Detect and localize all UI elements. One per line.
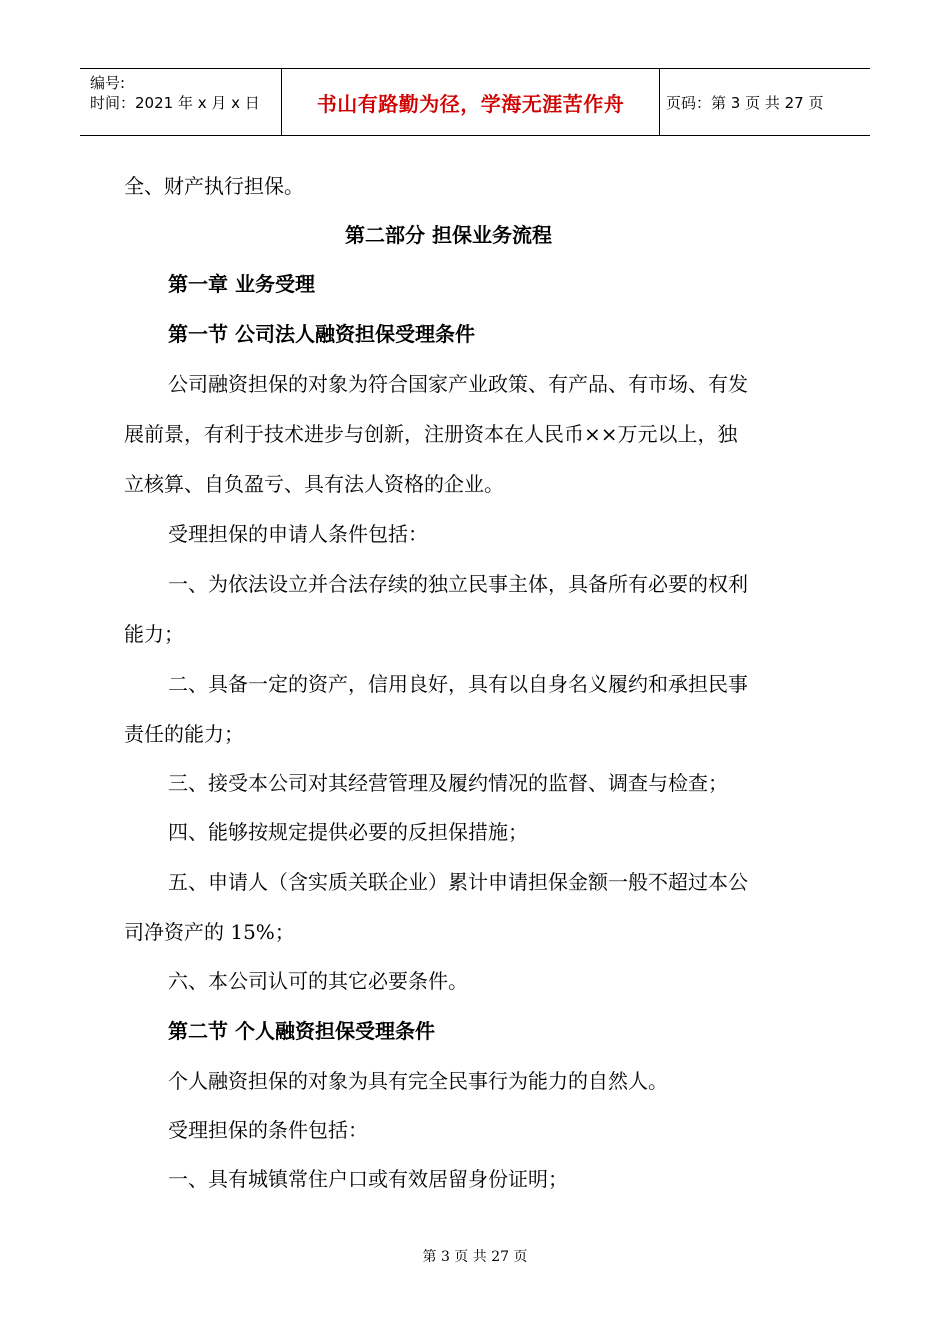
- list-item: 六、本公司认可的其它必要条件。: [168, 969, 468, 993]
- list-item: 司净资产的 15%；: [124, 920, 295, 944]
- header-page-info: 页码：第 3 页 共 27 页: [666, 93, 824, 112]
- paragraph-line: 公司融资担保的对象为符合国家产业政策、有产品、有市场、有发: [168, 372, 748, 396]
- paragraph-line: 立核算、自负盈亏、具有法人资格的企业。: [124, 472, 504, 496]
- paragraph-line: 受理担保的申请人条件包括：: [168, 522, 428, 546]
- list-item: 五、申请人（含实质关联企业）累计申请担保金额一般不超过本公: [168, 870, 748, 894]
- list-item: 一、具有城镇常住户口或有效居留身份证明；: [168, 1167, 568, 1191]
- part-title: 第二部分 担保业务流程: [345, 223, 552, 247]
- list-item: 三、接受本公司对其经营管理及履约情况的监督、调查与检查；: [168, 771, 728, 795]
- body-line: 全、财产执行担保。: [124, 174, 304, 198]
- paragraph-line: 展前景，有利于技术进步与创新，注册资本在人民币××万元以上，独: [124, 422, 738, 446]
- list-item: 四、能够按规定提供必要的反担保措施；: [168, 820, 528, 844]
- header-slogan: 书山有路勤为径，学海无涯苦作舟: [282, 69, 660, 135]
- page-footer: 第 3 页 共 27 页: [422, 1249, 528, 1265]
- page-header: [80, 68, 870, 136]
- document-number-label: 编号:: [90, 74, 126, 92]
- chapter-title: 第一章 业务受理: [168, 272, 315, 296]
- document-date: 时间：2021 年 x 月 x 日: [90, 94, 260, 112]
- list-item: 能力；: [124, 622, 184, 646]
- paragraph-line: 个人融资担保的对象为具有完全民事行为能力的自然人。: [168, 1069, 668, 1093]
- paragraph-line: 受理担保的条件包括：: [168, 1118, 368, 1142]
- section-title: 第一节 公司法人融资担保受理条件: [168, 322, 475, 346]
- section-title: 第二节 个人融资担保受理条件: [168, 1019, 435, 1043]
- list-item: 二、具备一定的资产，信用良好，具有以自身名义履约和承担民事: [168, 672, 748, 696]
- header-meta: [80, 69, 282, 135]
- list-item: 责任的能力；: [124, 722, 244, 746]
- list-item: 一、为依法设立并合法存续的独立民事主体，具备所有必要的权利: [168, 572, 748, 596]
